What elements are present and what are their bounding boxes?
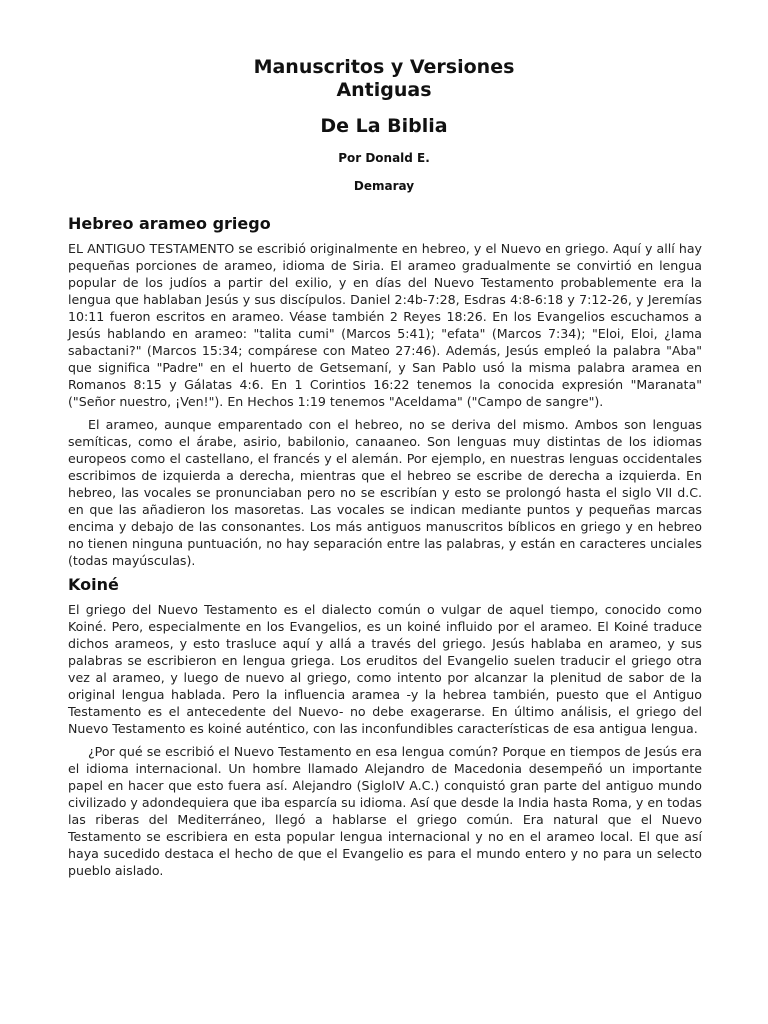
- paragraph: El griego del Nuevo Testamento es el dialecto común o vulgar de aquel tiempo, conocido como Koiné. Pero, especialmente en los Evangelios, es un koiné influido por el arameo. El Koiné traduce dichos arameos, y esto trasluce aquí y allá a través del griego. Jesús hablaba en arameo, y sus palabras se escribieron en lengua griega. Los eruditos del Evangelio suelen traducir el griego otra vez al arameo, y luego de nuevo al griego, como intento por alcanzar la plenitud de sabor de la original lengua hablada. Pero la influencia aramea -y la hebrea también, puesto que el Antiguo Testamento es el antecedente del Nuevo- no debe exagerarse. En último análisis, el griego del Nuevo Testamento es koiné auténtico, con las inconfundibles características de esa antigua lengua.: [68, 602, 702, 736]
- author-line-2: Demaray: [353, 179, 415, 193]
- title-block: [0, 0, 768, 194]
- section-hebreo-arameo-griego: [68, 214, 702, 569]
- title-line-1: Manuscritos y Versiones: [253, 56, 515, 78]
- title-line-2: Antiguas: [336, 79, 432, 101]
- section-heading: Hebreo arameo griego: [68, 214, 271, 233]
- section-koine: [68, 575, 702, 879]
- paragraph: ¿Por qué se escribió el Nuevo Testamento en esa lengua común? Porque en tiempos de Jesús era el idioma internacional. Un hombre llamado Alejandro de Macedonia desempeñó un importante papel en hacer que esto fuera así. Alejandro (SigloIV A.C.) conquistó gran parte del antiguo mundo civilizado y adondequiera que iba esparcía su idioma. Así que desde la India hasta Roma, y en todas las riberas del Mediterráneo, llegó a hablarse el griego común. Era natural que el Nuevo Testamento se escribiera en esta popular lengua internacional y no en el arameo local. El que así haya sucedido destaca el hecho de que el Evangelio es para el mundo entero y no para un selecto pueblo aislado.: [68, 744, 702, 878]
- document-body: [68, 214, 702, 885]
- paragraph: El arameo, aunque emparentado con el hebreo, no se deriva del mismo. Ambos son lenguas semíticas, como el árabe, asirio, babilonio, canaaneo. Son lenguas muy distintas de los idiomas europeos como el castellano, el francés y el alemán. Por ejemplo, en nuestras lenguas occidentales escribimos de izquierda a derecha, mientras que el hebreo se escribe de derecha a izquierda. En hebreo, las vocales se pronunciaban pero no se escribían y esto se prolongó hasta el siglo VII d.C. en que las añadieron los masoretas. Las vocales se indican mediante puntos y pequeñas marcas encima y debajo de las consonantes. Los más antiguos manuscritos bíblicos en griego y en hebreo no tienen ninguna puntuación, no hay separación entre las palabras, y están en caracteres unciales (todas mayúsculas).: [68, 417, 702, 568]
- section-heading: Koiné: [68, 575, 119, 594]
- author-line-1: Por Donald E.: [338, 151, 430, 165]
- paragraph: EL ANTIGUO TESTAMENTO se escribió originalmente en hebreo, y el Nuevo en griego. Aquí y allí hay pequeñas porciones de arameo, idioma de Siria. El arameo gradualmente se convirtió en lengua popular de los judíos a partir del exilio, y en días del Nuevo Testamento probablemente era la lengua que hablaban Jesús y sus discípulos. Daniel 2:4b-7:28, Esdras 4:8-6:18 y 7:12-26, y Jeremías 10:11 fueron escritos en arameo. Véase también 2 Reyes 18:26. En los Evangelios escuchamos a Jesús hablando en arameo: "talita cumi" (Marcos 5:41); "efata" (Marcos 7:34); "Eloi, Eloi, ¿lama sabactani?" (Marcos 15:34; compárese con Mateo 27:46). Además, Jesús empleó la palabra "Aba" que significa "Padre" en el huerto de Getsemaní, y San Pablo usó la misma palabra aramea en Romanos 8:15 y Gálatas 4:6. En 1 Corintios 16:22 tenemos la conocida expresión "Maranata" ("Señor nuestro, ¡Ven!"). En Hechos 1:19 tenemos "Aceldama" ("Campo de sangre").: [68, 241, 702, 409]
- title-line-3: De La Biblia: [320, 115, 448, 137]
